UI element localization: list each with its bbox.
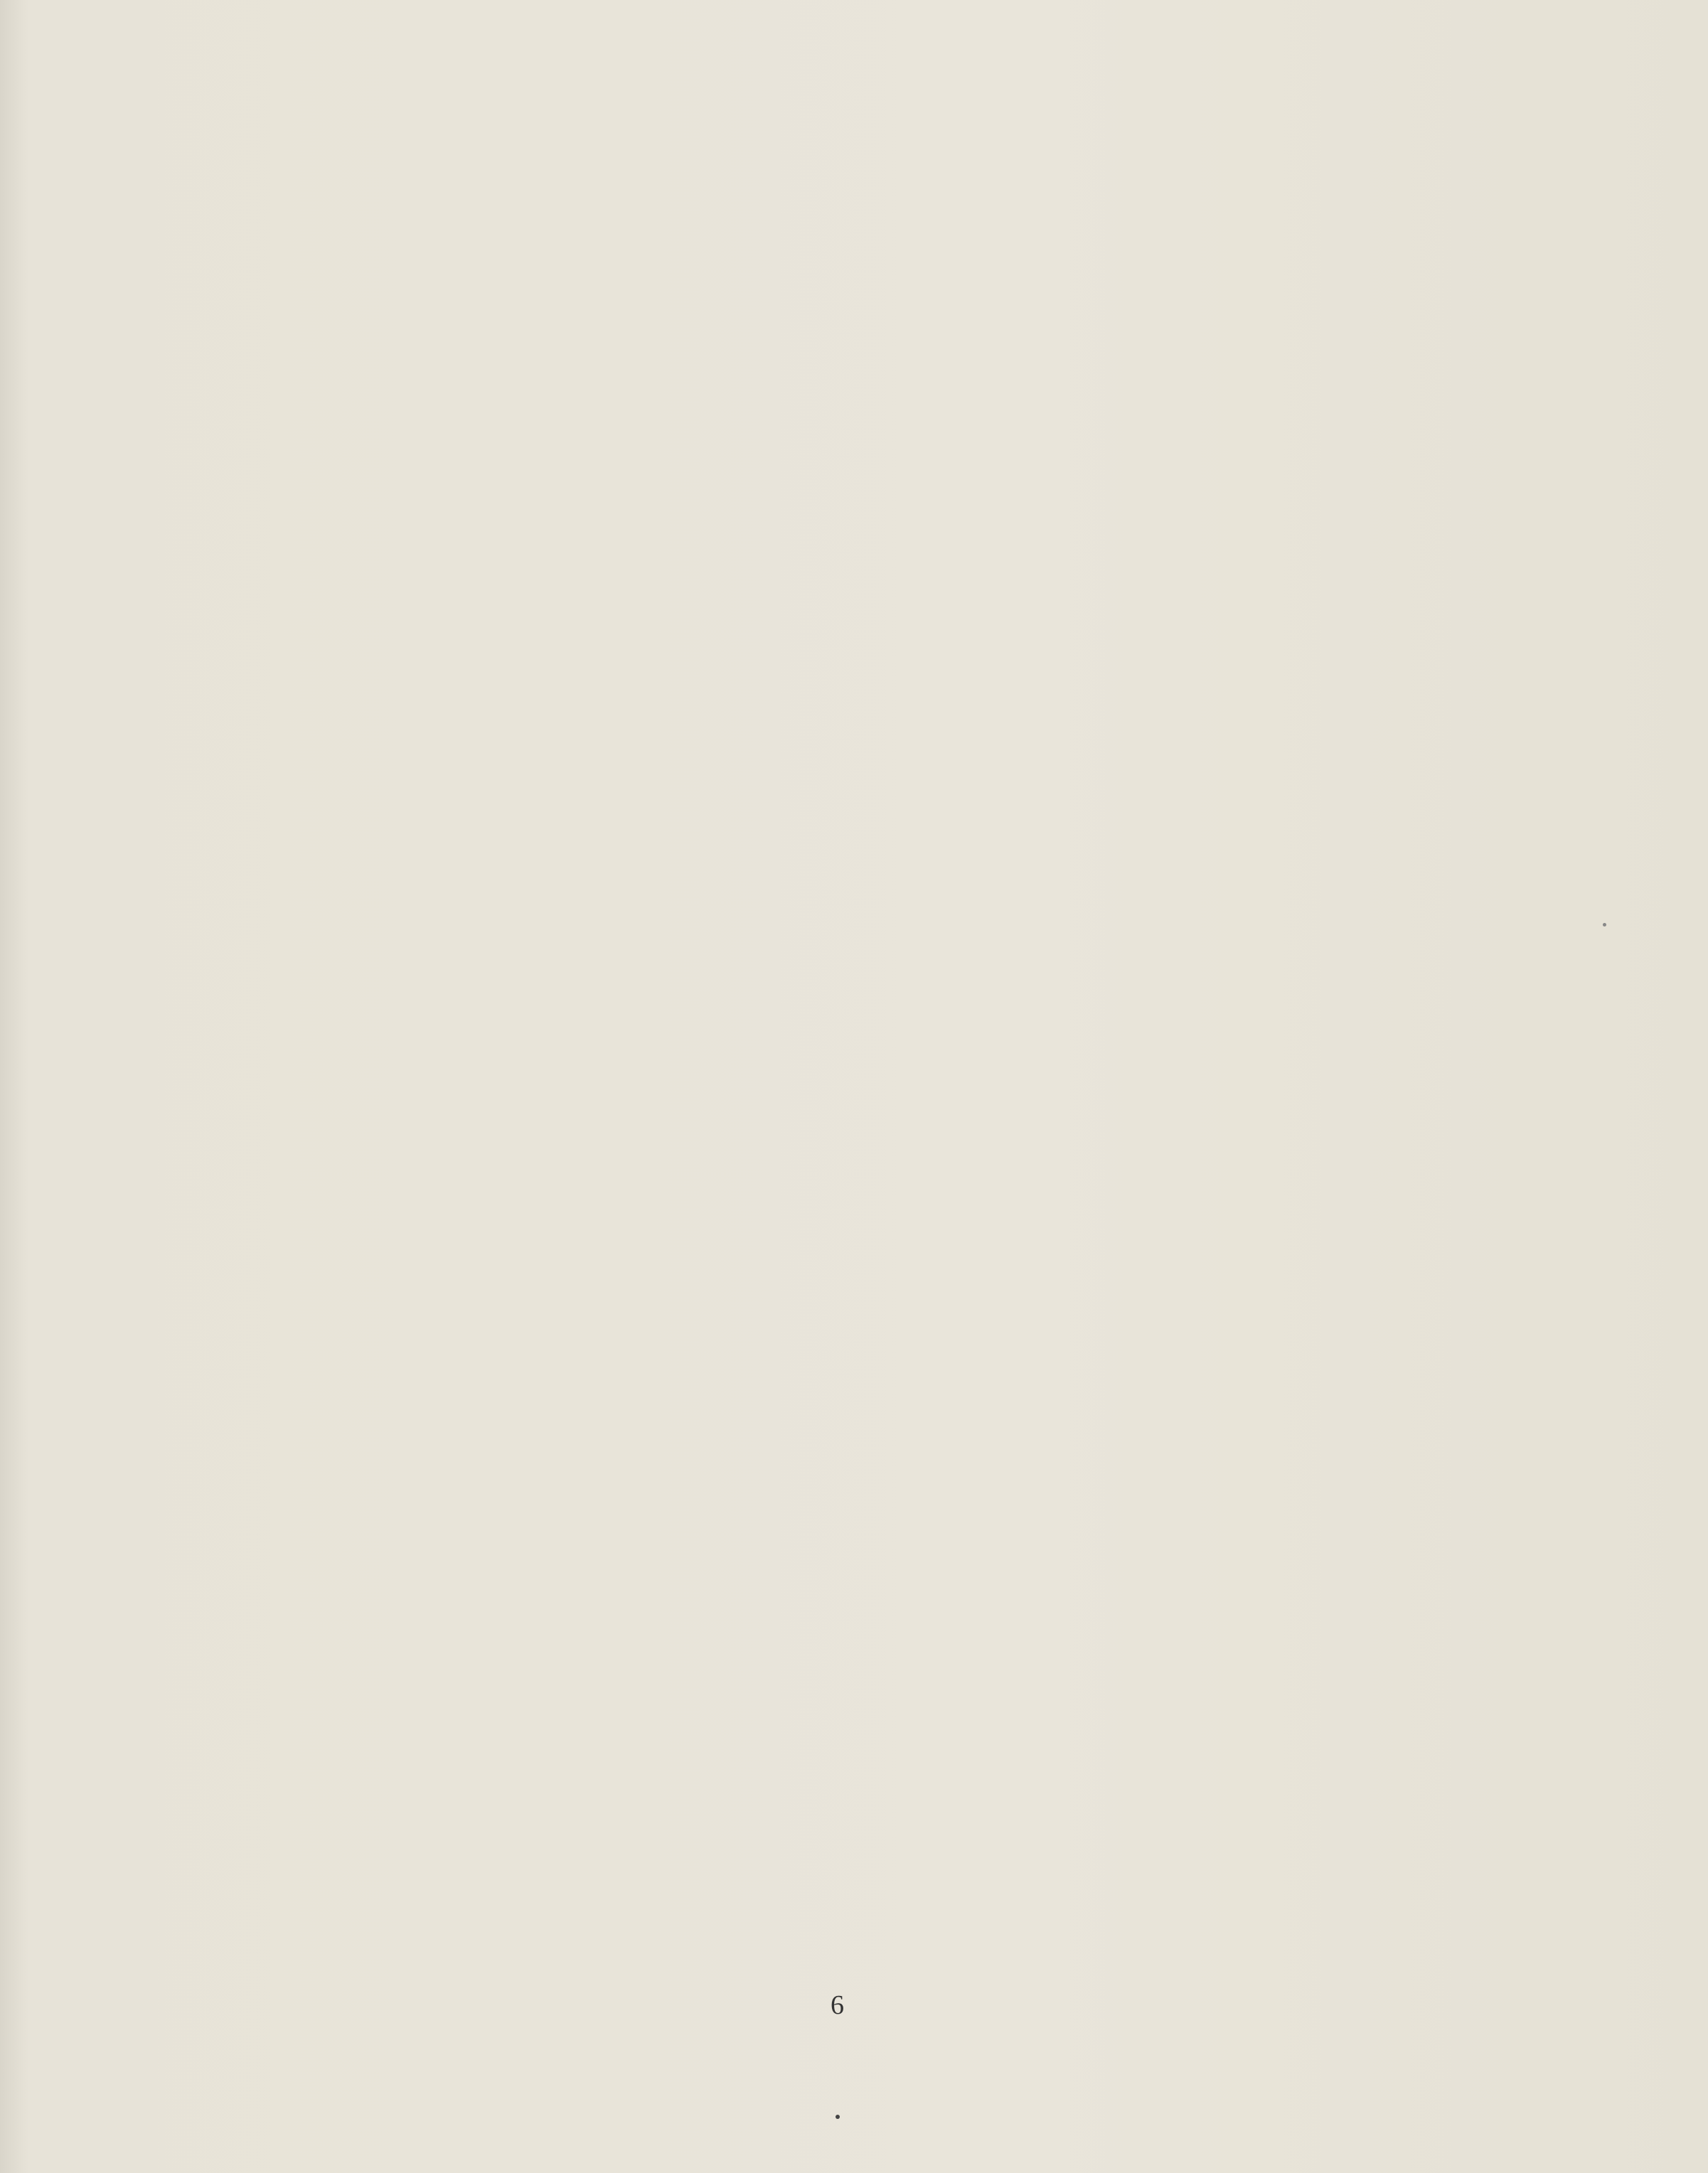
page-number: 6 xyxy=(831,1990,844,2020)
speck xyxy=(836,2115,840,2119)
speck xyxy=(1603,923,1606,927)
